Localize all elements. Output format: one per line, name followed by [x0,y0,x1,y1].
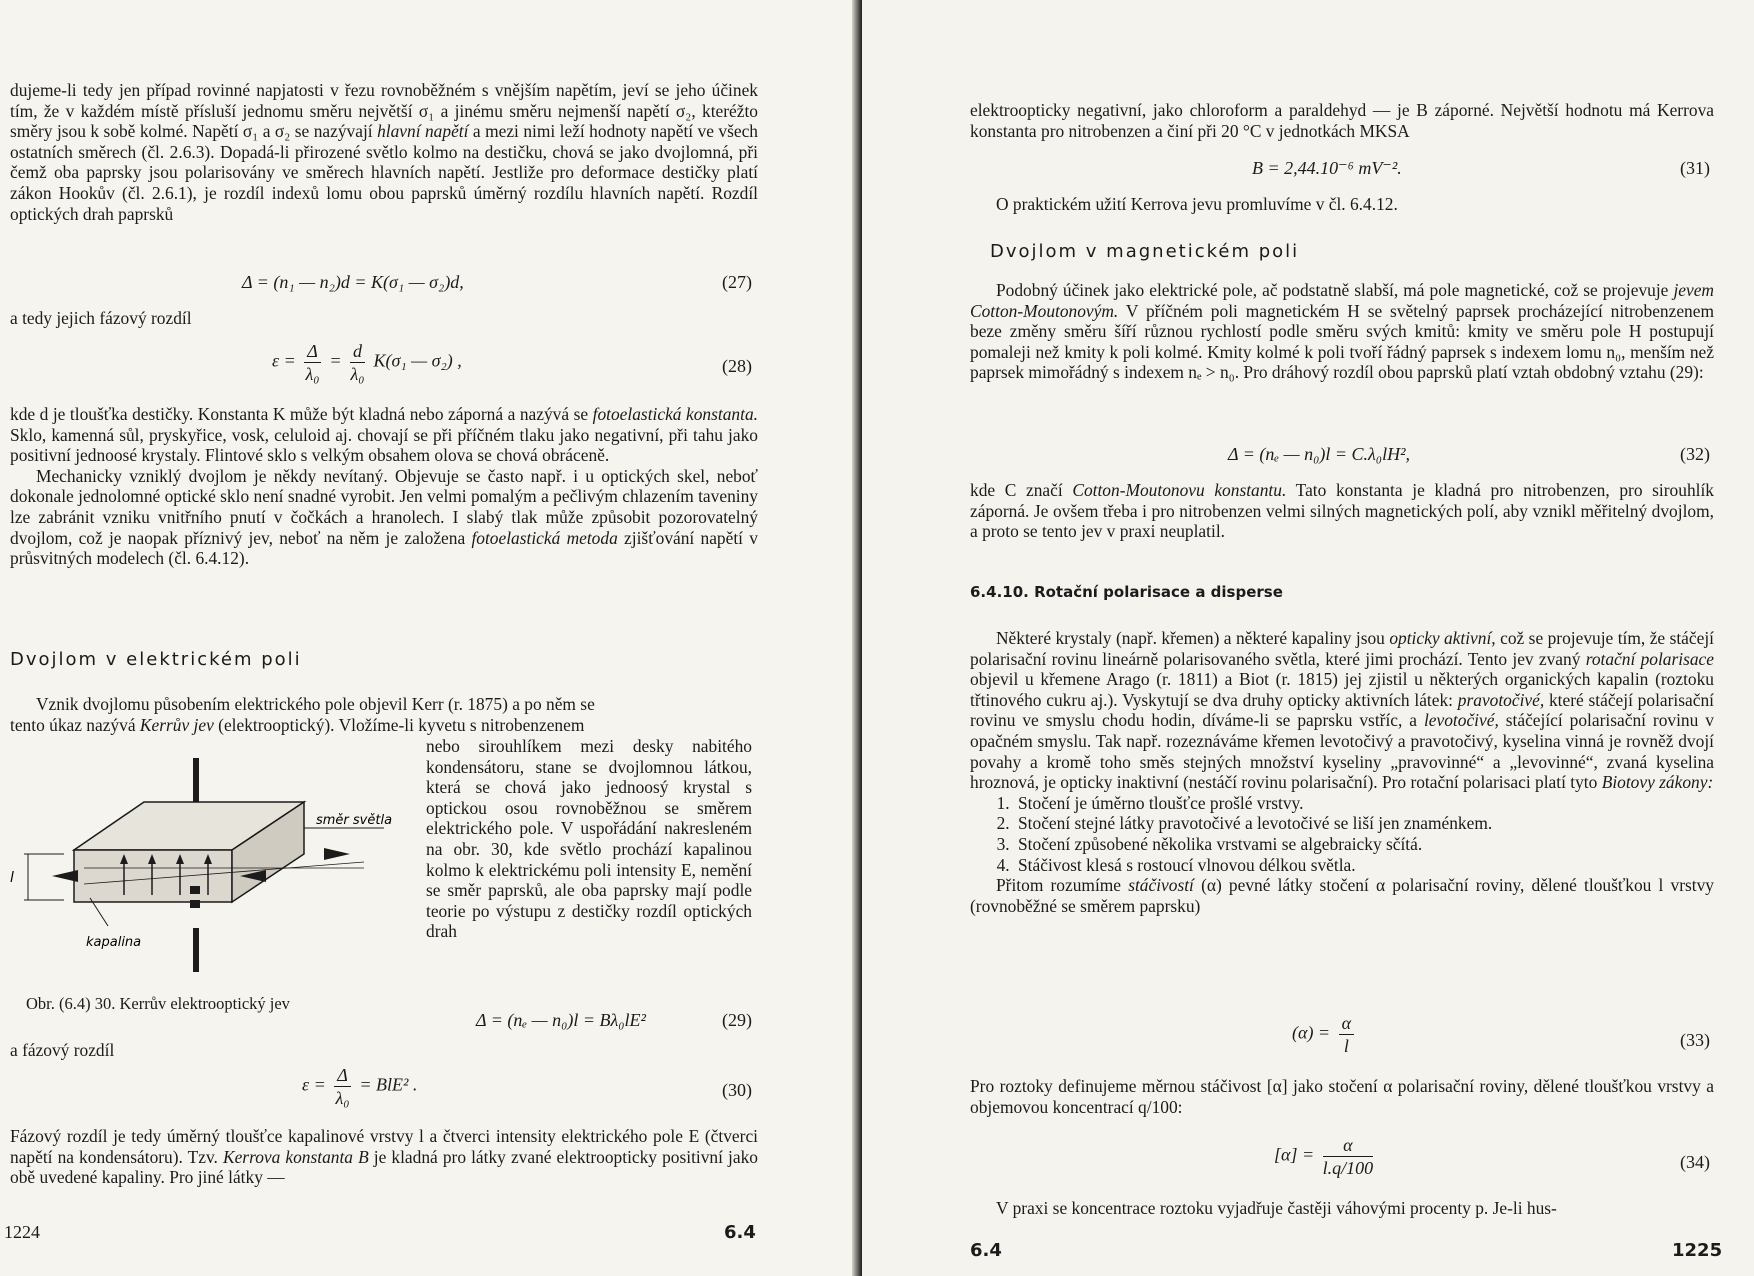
text-run: Sklo, kamenná sůl, pryskyřice, vosk, celuloid aj. chovají se při příčném tlaku jako negativní, při tahu jako positivní jednoosé krystaly. Flintové sklo s velkým obsahem olova se chová obráceně. [10,424,758,466]
numerator: Δ [304,340,321,363]
text-run: (elektrooptický). Vložíme-li kyvetu s nitrobenzenem [218,714,585,735]
right-paragraph-5 [970,628,1714,916]
section-mark-right: 6.4 [970,1240,1002,1261]
text-run: a tedy jejich fázový rozdíl [10,308,192,328]
list-item: 3. Stočení způsobené několika vrstvami se algebraicky sčítá. [1014,834,1714,855]
text-run: je kladná pro látky zvané elektroopticky positivní jako obě uvedené kapaliny. Pro jiné látky — [10,1146,758,1188]
equation-31: B = 2,44.10⁻⁶ mV⁻². [1252,158,1402,178]
text-run: které stáčejí polarisační rovinu ve smyslu chodu hodin, díváme-li se paprsku vstříc, a [970,689,1714,731]
text-run: a fázový rozdíl [10,1040,115,1060]
emphasis: jevem Cotton-Moutonovým. [970,280,1714,321]
text-run: což se projevuje tím, že stáčejí polarisační rovinu lineárně polarisovaného světla, které jimi prochází. Tento jev zvaný [970,628,1714,669]
emphasis: hlavní napětí [377,121,469,142]
emphasis: Kerrova konstanta B [222,1146,369,1167]
emphasis: rotační polarisace [1585,648,1714,669]
text-run: V praxi se koncentrace roztoku vyjadřuje častěji váhovými procenty p. Je-li hus- [996,1198,1557,1218]
equation-32: Δ = (nₑ — n₀)l = C.λ₀lH², [1228,444,1410,464]
equation-number-33: (33) [1680,1030,1710,1050]
denominator: λ₀ [305,364,320,384]
text-run: Fázový rozdíl je tedy úměrný tloušťce kapalinové vrstvy l a čtverci intensity elektrického pole E (čtverci napětí na kondensátoru). Tzv. [10,1126,758,1167]
fraction [1323,1134,1374,1179]
text-run: nebo sirouhlíkem mezi desky nabitého kondensátoru, stane se dvojlomnou látkou, která se chová jako jednoosý krystal s optickou osou rovnoběžnou se směrem elektrického pole. V uspořádání nakresleném na obr. 30, kde světlo prochází kapalinou kolmo k elektrickému poli intensity E, nemění se směr paprsků, ale oba paprsky mají podle teorie po výstupu z destičky rozdíl optických drah [426,736,752,942]
fraction [304,340,321,385]
text-run: Pro roztoky definujeme měrnou stáčivost [α] jako stočení α polarisační roviny, dělené tloušťkou vrstvy a objemovou koncentrací q/100: [970,1076,1714,1117]
emphasis: pravotočivé, [1457,689,1545,710]
right-paragraph-1 [970,100,1714,141]
page-number-right: 1225 [1672,1240,1723,1261]
text-run: stáčející polarisační rovinu v opačném smyslu. Tak např. rozeznáváme křemen levotočivý a pravotočivý, kyselina vinná je rovněž dvojí povahy a kromě toho směs stejných množství kyseliny „pravovinné“ a „levovinné“, zvaná kyselina hroznová, je opticky inaktivní (nestáčí rovinu polarisační). Pro rotační polarisaci platí tyto [970,710,1714,793]
equation-34 [1274,1134,1377,1179]
text-run: Vznik dvojlomu působením elektrického pole objevil Kerr (r. 1875) a po něm se [36,694,595,714]
field-marker [190,886,200,894]
numerator: d [350,340,365,363]
emphasis: fotoelastická metoda [471,527,618,548]
eq-part: [α] = [1274,1144,1315,1165]
figure-label-l: l [10,870,14,886]
left-paragraph-4-wrap [426,736,752,942]
section-heading-6-4-10: 6.4.10. Rotační polarisace a disperse [970,583,1283,601]
page-number-left: 1224 [4,1222,40,1242]
heading-electric-field: Dvojlom v elektrickém poli [10,649,302,670]
left-text-b [10,1040,758,1061]
list-item: 2. Stočení stejné látky pravotočivé a levotočivé se liší jen znaménkem. [1014,813,1714,834]
left-paragraph-5 [10,1126,758,1188]
denominator: λ₀ [350,364,365,384]
heading-magnetic-field: Dvojlom v magnetickém poli [990,241,1300,262]
equation-27: Δ = (n₁ — n₂)d = K(σ₁ — σ₂)d, [242,272,464,292]
numerator: Δ [334,1064,351,1087]
fraction [350,340,365,385]
eq-part: K(σ₁ — σ₂) , [373,350,462,371]
emphasis: Cotton-Moutonovu konstantu. [1072,480,1287,500]
left-text-a [10,308,758,329]
light-arrow-in [52,870,78,882]
text-run: zjišťování napětí v průsvitných modelech (čl. 6.4.12). [10,527,758,569]
text-run: Podobný účinek jako elektrické pole, ač podstatně slabší, má pole magnetické, což se projevuje [996,280,1669,300]
text-run: kde C značí [970,480,1063,500]
left-paragraph-1 [10,80,758,224]
emphasis: Kerrův jev [139,714,214,735]
eq-part: ε = [272,350,296,371]
right-paragraph-4 [970,480,1714,542]
eq-part: (α) = [1292,1022,1331,1043]
list-item: 1. Stočení je úměrno tloušťce prošlé vrstvy. [1014,793,1714,814]
eq-part: ε = [302,1074,326,1095]
right-paragraph-8 [970,1198,1714,1219]
text-run: tento úkaz nazývá [10,714,136,735]
equation-number-28: (28) [722,356,752,376]
emphasis: opticky aktivní, [1389,628,1496,648]
figure-label-direction: směr světla [316,813,393,828]
text-run: (α) pevné látky stočení α polarisační roviny, dělené tloušťkou l vrstvy (rovnoběžné se směrem paprsku) [970,875,1715,916]
text-run: kde d je tloušťka destičky. Konstanta K může být kladná nebo záporná a nazývá se [10,404,589,424]
text-run: O praktickém užití Kerrova jevu promluvíme v čl. 6.4.12. [996,194,1398,214]
fraction [334,1064,351,1109]
denominator: l [1343,1036,1349,1056]
equation-number-30: (30) [722,1080,752,1100]
text-run: V příčném poli magnetickém H se světelný paprsek procházející nitrobenzenem beze změny směru šíří různou rychlostí podle směru svých kmitů: kmity ve směru pole H postupují pomaleji než kmity k poli kolmé. Kmity kolmé k poli tvoří řádný paprsek s indexem lomu n₀, menším než paprsek mimořádný s indexem nₑ > n₀. Pro dráhový rozdíl obou paprsků platí vztah obdobný vztahu (29): [970,300,1714,383]
equation-29: Δ = (nₑ — n₀)l = Bλ₀lE² [476,1010,646,1030]
figure-label-liquid: kapalina [86,935,142,950]
left-paragraph-2 [10,404,758,569]
text-run: Tato konstanta je kladná pro nitrobenzen, pro sirouhlík záporná. Je ovšem třeba i pro nitrobenzen velmi silných magnetických polí, aby vznikl měřitelný dvojlom, a proto se tento jev v praxi neuplatil. [970,480,1715,542]
text-run: objevil u křemene Arago (r. 1811) a Biot (r. 1815) jej zjistil u některých organických kapalin (roztoku třtinového cukru aj.). Vyskytují se dva druhy opticky aktivních látek: [970,669,1714,710]
fraction [1339,1012,1354,1057]
text-run: a mezi nimi leží hodnoty napětí ve všech ostatních směrech (čl. 2.6.3). Dopadá-li přirozené světlo kolmo na destičku, chová se jako dvojlomná, při čemž oba paprsky jsou polarisovány ve směrech hlavních napětí. Jestliže pro deformace destičky platí zákon Hookův (čl. 2.6.1), je rozdíl indexů lomu obou paprsků úměrný rozdílu hlavních napětí. Rozdíl optických drah paprsků [10,121,759,224]
numerator: α [1323,1134,1374,1157]
denominator: l.q/100 [1322,1158,1374,1178]
text-run: Mechanicky vzniklý dvojlom je někdy nevítaný. Objevuje se často např. i u optických skel, neboť dokonale jednolomné optické sklo není snadné vyrobit. Jen velmi pomalým a pečlivým chlazením taveniny lze zabránit vzniku vnitřního pnutí v čočkách a hranolech. I slabý tlak může způsobit pozorovatelný dvojlom, což je naopak příznivý jev, neboť na něm je založena [10,465,758,548]
figure-kerr-cell [4,750,404,980]
eq-part: = BlE² . [359,1074,418,1095]
text-run: dujeme-li tedy jen případ rovinné napjatosti v řezu rovnoběžném s vnějším napětím, jeví se jeho účinek tím, že v každém místě přísluší jednomu směru největší σ₁ a jinému směru nejmenší napětí σ₂, kteréžto směry jsou k sobě kolmé. Napětí σ₁ a σ₂ se nazývají [10,80,758,142]
equation-28 [272,340,462,385]
equation-number-32: (32) [1680,444,1710,464]
emphasis: levotočivé, [1423,710,1499,731]
field-marker [190,900,200,908]
emphasis: fotoelastická konstanta. [592,404,758,424]
equation-number-29: (29) [722,1010,752,1030]
equation-30 [302,1064,417,1109]
equation-number-31: (31) [1680,158,1710,178]
text-run: elektroopticky negativní, jako chloroform a paraldehyd — je B záporné. Největší hodnotu má Kerrova konstanta pro nitrobenzen a činí při 20 °C v jednotkách MKSA [970,100,1714,141]
right-paragraph-2 [970,194,1714,215]
figure-caption: Obr. (6.4) 30. Kerrův elektrooptický jev [26,994,290,1013]
equation-33 [1292,1012,1358,1057]
numerator: α [1339,1012,1354,1035]
emphasis: Biotovy zákony: [1601,772,1714,793]
text-run: Některé krystaly (např. křemen) a některé kapaliny jsou [996,628,1385,648]
right-paragraph-3 [970,280,1714,383]
denominator: λ₀ [335,1088,350,1108]
right-paragraph-7 [970,1076,1714,1117]
section-mark-left: 6.4 [724,1222,756,1243]
biot-laws-list [970,793,1714,875]
text-run: Přitom rozumíme [996,875,1122,896]
left-paragraph-4 [10,694,758,735]
emphasis: stáčivostí [1128,875,1194,896]
right-page [862,0,1754,1276]
list-item: 4. Stáčivost klesá s rostoucí vlnovou délkou světla. [1014,855,1714,876]
equation-number-34: (34) [1680,1152,1710,1172]
light-arrow-out-2 [324,848,350,860]
left-page [0,0,862,1276]
eq-part: = [329,350,342,371]
equation-number-27: (27) [722,272,752,292]
